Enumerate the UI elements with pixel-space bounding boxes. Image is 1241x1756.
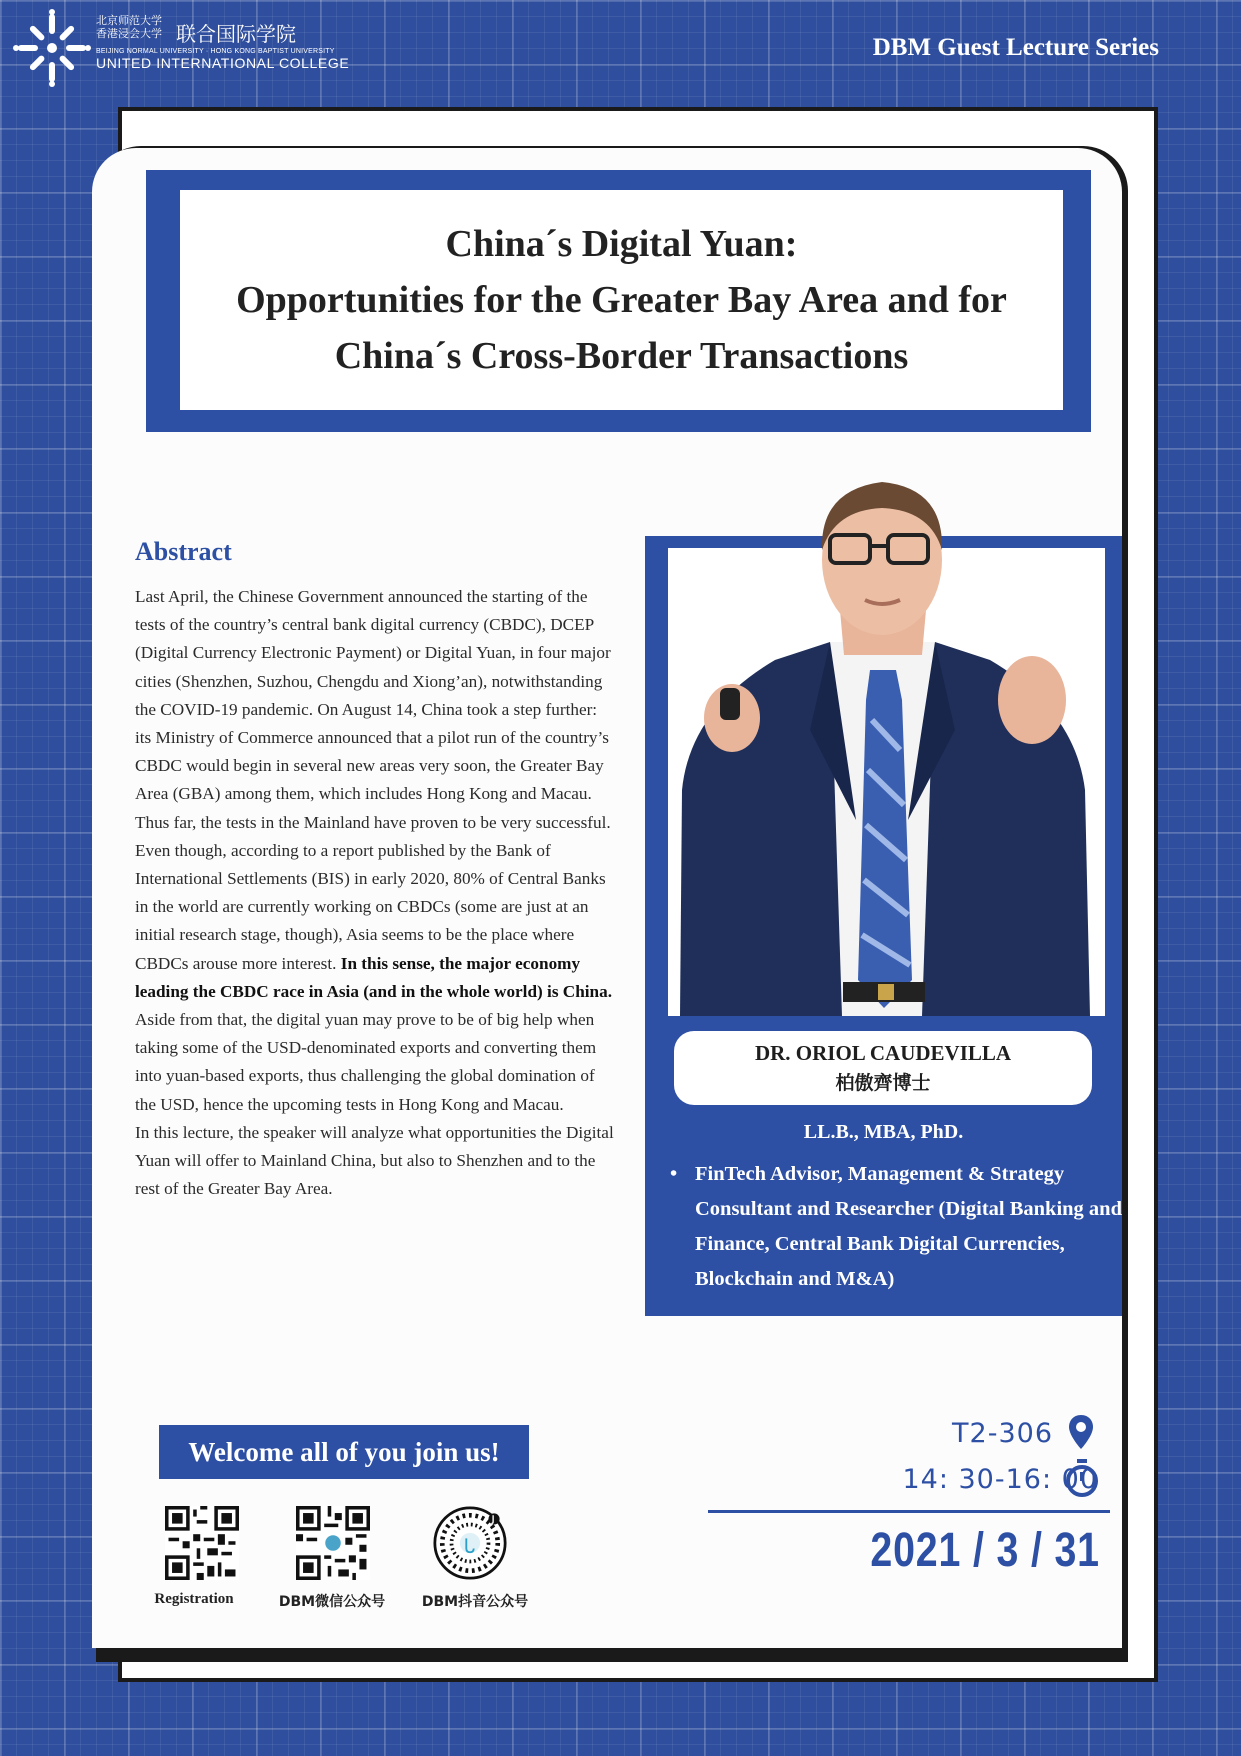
location-pin-icon	[1066, 1413, 1096, 1451]
logo-en-small: BEIJING NORMAL UNIVERSITY · HONG KONG BAPTIST UNIVERSITY	[96, 48, 335, 55]
speaker-bio	[670, 1157, 1125, 1297]
speaker-degrees: LL.B., MBA, PhD.	[803, 1121, 964, 1143]
event-date: 2021 / 3 / 31	[870, 1524, 1100, 1577]
bio-bullet: •	[670, 1163, 678, 1185]
university-logo-text	[96, 14, 349, 71]
title-line-1: China´s Digital Yuan:	[445, 223, 798, 265]
speaker-name-cn: 柏傲齊博士	[835, 1072, 931, 1094]
qr-label-douyin: DBM抖音公众号	[421, 1594, 529, 1610]
series-title: DBM Guest Lecture Series	[872, 34, 1159, 61]
douyin-qr-code[interactable]	[433, 1506, 507, 1580]
wechat-qr-code[interactable]	[296, 1506, 370, 1580]
speaker-photo	[660, 460, 1105, 1020]
speaker-name-en: DR. ORIOL CAUDEVILLA	[754, 1041, 1012, 1065]
logo-cn-line1: 北京师范大学	[96, 14, 162, 27]
logo-cn-line2: 香港浸会大学	[96, 27, 162, 40]
speaker-name-box	[674, 1031, 1092, 1105]
title-line-2: Opportunities for the Greater Bay Area and for	[236, 279, 1007, 321]
bio-text: FinTech Advisor, Management & Strategy Consultant and Researcher (Digital Banking and Finance, Central Bank Digital Currencies, Blockchain and M&A)	[695, 1163, 1122, 1290]
qr-label-wechat: DBM微信公众号	[278, 1594, 386, 1610]
abstract-paragraph-4: In this lecture, the speaker will analyze what opportunities the Digital Yuan will offer to Mainland China, but also to Shenzhen and to the rest of the Greater Bay Area.	[135, 1122, 614, 1199]
date-divider	[708, 1510, 1110, 1513]
abstract-paragraph-2-text: Even though, according to a report published by the Bank of International Settlements (BIS) in early 2020, 80% of Central Banks in the world are currently working on CBDCs (some are just at an initial research stage, though), Asia seems to be the place where CBDCs arouse more interest.	[135, 840, 606, 973]
registration-qr-code[interactable]	[165, 1506, 239, 1580]
title-box	[180, 190, 1063, 410]
abstract-heading: Abstract	[135, 537, 232, 566]
abstract-paragraph-1: Last April, the Chinese Government announced the starting of the tests of the country’s central bank digital currency (CBDC), DCEP (Digital Currency Electronic Payment) or Digital Yuan, in four major cities (Shenzhen, Suzhou, Chengdu and Xiong’an), notwithstanding the COVID-19 pandemic. On August 14, China took a step further: its Ministry of Commerce announced that a pilot run of the country’s CBDC would begin in several new areas very soon, the Greater Bay Area (GBA) among them, which includes Hong Kong and Macau. Thus far, the tests in the Mainland have proven to be very successful.	[135, 587, 611, 832]
abstract-paragraph-3: Aside from that, the digital yuan may prove to be of big help when taking some of the USD-denominated exports and converting them into yuan-based exports, thus challenging the global domination of the USD, hence the upcoming tests in Hong Kong and Macau.	[135, 1010, 597, 1114]
event-room: T2-306	[952, 1418, 1053, 1449]
welcome-banner: Welcome all of you join us!	[159, 1425, 529, 1479]
qr-label-registration: Registration	[154, 1591, 234, 1607]
event-time: 14: 30-16: 00	[902, 1464, 1098, 1495]
stopwatch-icon	[1064, 1458, 1100, 1498]
logo-cn-name: 联合国际学院	[176, 22, 296, 46]
abstract-body	[135, 583, 615, 1203]
abstract-paragraph-2-bold: In this sense, the major economy leading the CBDC race in Asia (and in the whole world) is China.	[135, 953, 612, 1001]
uic-logo-icon	[12, 8, 92, 88]
title-line-3: China´s Cross-Border Transactions	[334, 335, 909, 377]
logo-en-name: UNITED INTERNATIONAL COLLEGE	[96, 55, 350, 71]
abstract-paragraph-2	[135, 837, 615, 1006]
